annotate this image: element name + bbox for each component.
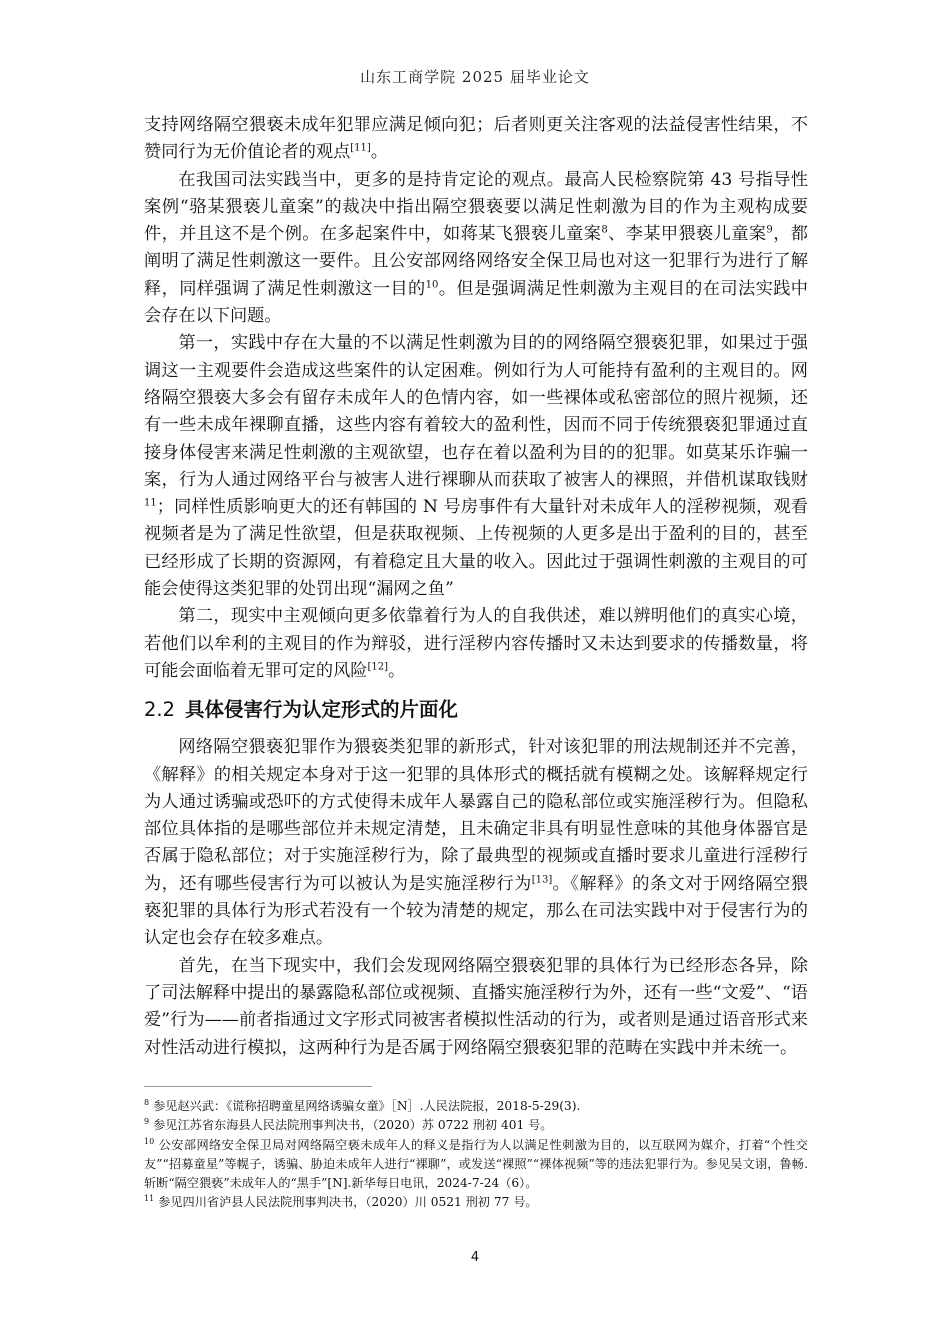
section-title: 具体侵害行为认定形式的片面化 (185, 698, 459, 722)
paragraph-text: 。 (387, 660, 406, 681)
footnote-text: 参见四川省泸县人民法院刑事判决书，（2020）川 0521 刑初 77 号。 (158, 1195, 538, 1210)
footnote (144, 1116, 808, 1135)
footnote-mark: 11 (144, 1194, 155, 1204)
paragraph (144, 112, 808, 167)
paragraph-text: ；同样性质影响更大的还有韩国的 N 号房事件有大量针对未成年人的淫秽视频，观看视频者是为了满足性欲望，但是获取视频、上传视频的人更多是出于盈利的目的，甚至已经形成了长期的资源网，有着稳定且大量的收入。因此过于强调性刺激的主观目的可能会使得这类犯罪的处罚出现“漏网之鱼” (144, 497, 808, 600)
footnote-ref: 9 (766, 224, 773, 236)
paragraph-text: 首先，在当下现实中，我们会发现网络隔空猥亵犯罪的具体行为已经形态各异，除了司法解释中提出的暴露隐私部位或视频、直播实施淫秽行为外，还有一些“文爱”、“语爱”行为——前者指通过文字形式同被害者模拟性活动的行为，或者则是通过语音形式来对性活动进行模拟，这两种行为是否属于网络隔空猥亵犯罪的范畴在实践中并未统一。 (144, 955, 808, 1058)
footnote-ref: 11 (144, 497, 157, 509)
paragraph-text: 在我国司法实践当中，更多的是持肯定论的观点。最高人民检察院第 43 号指导性案例“骆某猥亵儿童案”的裁决中指出隔空猥亵要以满足性刺激为目的作为主观构成要件，并且这不是个例。在多起案件中，如蒋某飞猥亵儿童案 (144, 169, 808, 245)
footnote-mark: 8 (144, 1097, 150, 1107)
paragraph (144, 953, 808, 1062)
section-heading (144, 696, 808, 724)
footnote-text: 参见赵兴武：《谎称招聘童星网络诱骗女童》［N］.人民法院报，2018-5-29(3). (153, 1099, 581, 1113)
footnote-separator (144, 1086, 372, 1087)
body-text (144, 112, 808, 1062)
paragraph-text: ，都阐明了满足性刺激这一要件。且公安部网络网络安全保卫局也对这一犯罪行为进行了解释，同样强调了满足性刺激这一目的 (144, 224, 808, 299)
paragraph-text: 、李某甲猥亵儿童案 (607, 224, 767, 245)
footnote (144, 1136, 808, 1194)
section-number: 2.2 (144, 698, 176, 722)
citation: [12] (367, 661, 388, 673)
paragraph-text: 支持网络隔空猥亵未成年犯罪应满足倾向犯；后者则更关注客观的法益侵害性结果，不赞同行为无价值论者的观点 (144, 115, 808, 163)
footnotes (144, 1097, 808, 1213)
paragraph (144, 734, 808, 952)
footnote-mark: 9 (144, 1117, 150, 1127)
footnote-mark: 10 (144, 1136, 155, 1146)
paragraph-text: 。《解释》的条文对于网络隔空猥亵犯罪的具体行为形式若没有一个较为清楚的规定，那么在司法实践中对于侵害行为的认定也会存在较多难点。 (144, 873, 808, 949)
paragraph-text: 第一，实践中存在大量的不以满足性刺激为目的的网络隔空猥亵犯罪，如果过于强调这一主观要件会造成这些案件的认定困难。例如行为人可能持有盈利的主观目的。网络隔空猥亵大多会有留存未成年人的色情内容，如一些裸体或私密部位的照片视频，还有一些未成年裸聊直播，这些内容有着较大的盈利性，因而不同于传统猥亵犯罪通过直接身体侵害来满足性刺激的主观欲望，也存在着以盈利为目的的犯罪。如莫某乐诈骗一案，行为人通过网络平台与被害人进行裸聊从而获取了被害人的裸照，并借机谋取钱财 (144, 333, 808, 490)
footnote (144, 1097, 808, 1116)
paragraph-text: 。但是强调满足性刺激为主观目的在司法实践中会存在以下问题。 (144, 278, 808, 327)
footnote-ref: 10 (425, 279, 439, 291)
running-header: 山东工商学院 2025 届毕业论文 (360, 68, 590, 86)
citation: [11] (350, 142, 371, 154)
paragraph (144, 603, 808, 685)
footnote-text: 参见江苏省东海县人民法院刑事判决书，（2020）苏 0722 刑初 401 号。 (153, 1118, 553, 1133)
paragraph-text: 第二，现实中主观倾向更多依靠着行为人的自我供述，难以辨明他们的真实心境，若他们以牟利的主观目的作为辩驳，进行淫秽内容传播时又未达到要求的传播数量，将可能会面临着无罪可定的风险 (144, 606, 808, 681)
paragraph (144, 330, 808, 603)
paragraph (144, 167, 808, 331)
citation: [13] (531, 873, 553, 885)
footnote (144, 1193, 808, 1212)
paragraph-text: 网络隔空猥亵犯罪作为猥亵类犯罪的新形式，针对该犯罪的刑法规制还并不完善，《解释》的相关规定本身对于这一犯罪的具体形式的概括就有模糊之处。该解释规定行为人通过诱骗或恐吓的方式使得未成年人暴露自己的隐私部位或实施淫秽行为。但隐私部位具体指的是哪些部位并未规定清楚，且未确定非具有明显性意味的其他身体器官是否属于隐私部位；对于实施淫秽行为，除了最典型的视频或直播时要求儿童进行淫秽行为，还有哪些侵害行为可以被认为是实施淫秽行为 (144, 737, 808, 894)
footnote-ref: 8 (601, 224, 608, 236)
paragraph-text: 。 (370, 142, 388, 163)
page-number: 4 (470, 1250, 480, 1265)
footnote-text: 公安部网络安全保卫局对网络隔空亵未成年人的释义是指行为人以满足性刺激为目的，以互联网为媒介，打着“个性交友”“招募童星”等幌子，诱骗、胁迫未成年人进行“裸聊”，或发送“裸照”“裸体视频”等的违法犯罪行为。参见吴文诩，鲁畅. 斩断“隔空猥亵”未成年人的“黑手”[N].新华每日电讯，2024-7-24（6）。 (144, 1137, 808, 1191)
